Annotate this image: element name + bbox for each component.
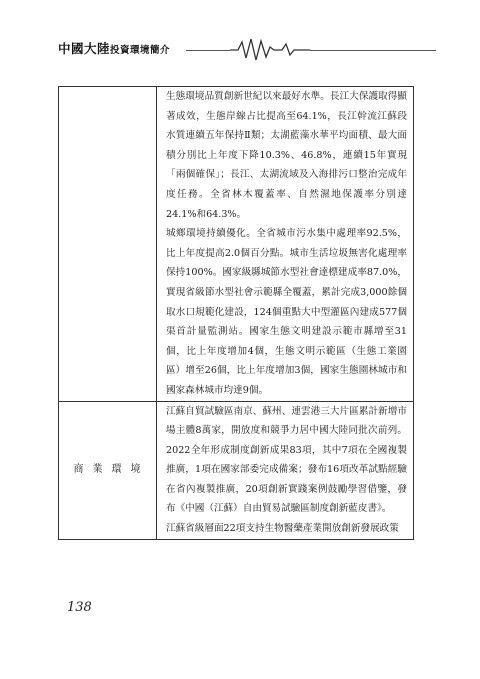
header-rule [186, 50, 436, 51]
content-paragraph: 江蘇自貿試驗區南京、蘇州、連雲港三大片區累計新增市場主體8萬家，開放度和競爭力居中國大陸同批次前列。2022全年形成制度創新成果83項，其中7項在全國複製推廣，1項在國家部委完成備案；發布16項改革試點經驗在省內複製推廣，20項創新實踐案例鼓勵學習借鑒，發布《中國（江蘇）自由貿易試驗區制度創新藍皮書》。 [166, 405, 407, 515]
row-content-cell [157, 401, 414, 539]
header-title-sub: 投資環境簡介 [110, 45, 171, 56]
row-content-cell [157, 87, 414, 402]
table-row [59, 401, 414, 539]
row-label: 商業環境 [73, 464, 150, 476]
content-paragraph: 城鄉環境持續優化。全省城市污水集中處理率92.5%，比上年度提高2.0個百分點。城市生活垃圾無害化處理率保持100%。國家級縣城節水型社會達標建成率87.0%，實現省級節水型社會示範縣全覆蓋，累計完成3,000餘個取水口規範化建設，124個重點大中型灌區內建成577個渠首計量監測站。國家生態文明建設示範市縣增至31個，比上年度增加4個，生態文明示範區（生態工業園區）增至26個，比上年度增加3個，國家生態園林城市和國家森林城市均達9個。 [166, 228, 407, 396]
heartbeat-wave-icon [230, 36, 310, 62]
header-title [58, 39, 170, 57]
content-paragraph: 生態環境品質創新世紀以來最好水準。長江大保護取得顯著成效，生態岸線占比提高至64.1%，長江幹流江蘇段水質連續五年保持Ⅱ類；太湖藍藻水華平均面積、最大面積分別比上年度下降10.3%、46.8%，連續15年實現「兩個確保」；長江、太湖流域及入海排污口整治完成年度任務。全省林木覆蓋率、自然濕地保護率分別達24.1%和64.3%。 [166, 91, 407, 220]
table-row [59, 87, 414, 402]
header-title-main: 中國大陸 [58, 41, 111, 56]
page-number: 138 [67, 600, 92, 615]
running-header [58, 36, 438, 62]
row-label-cell [59, 87, 157, 402]
info-table [58, 86, 414, 540]
content-paragraph: 江蘇省級層面22項支持生物醫藥產業開放創新發展政策 [166, 523, 399, 535]
row-label-cell [59, 401, 157, 539]
